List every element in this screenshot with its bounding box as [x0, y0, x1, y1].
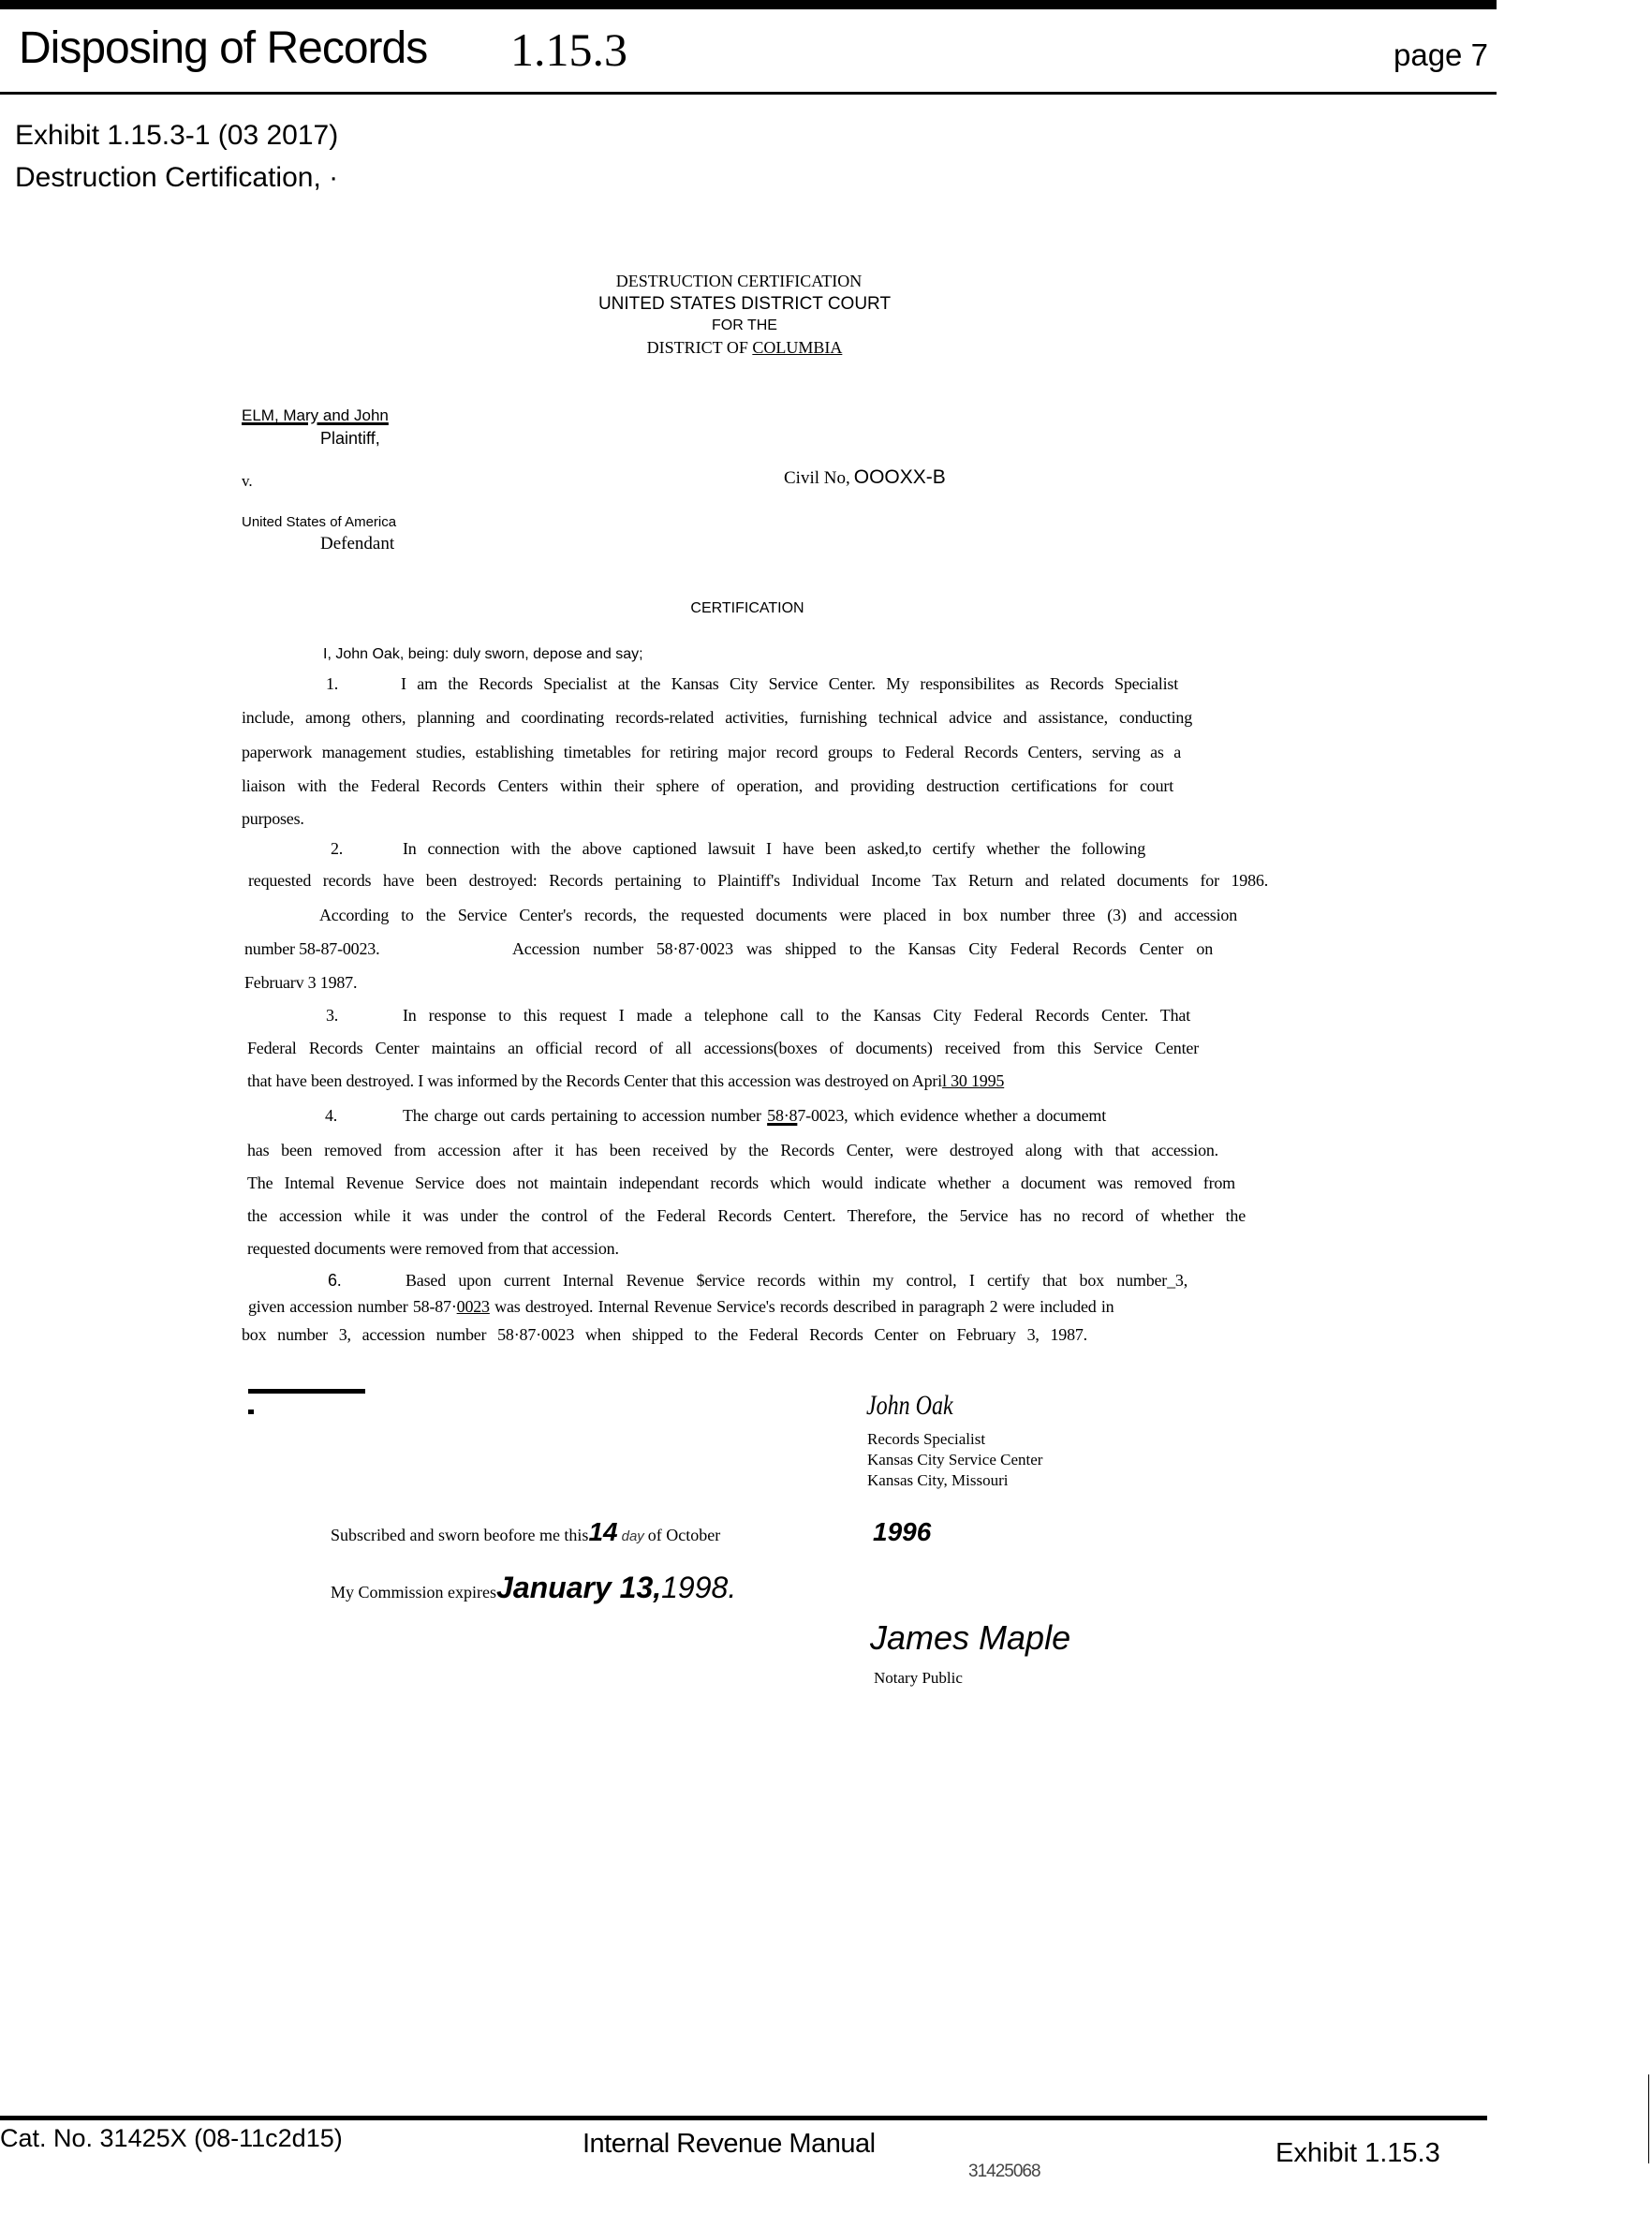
subscribed-year: 1996: [873, 1517, 932, 1546]
p4-line1-a: The charge out cards pertaining to accession number: [403, 1106, 768, 1125]
top-rule: [0, 0, 1497, 9]
p6-number: 6.: [328, 1271, 342, 1290]
civil-label: Civil No,: [784, 468, 850, 488]
certification-heading: CERTIFICATION: [690, 600, 804, 616]
signature-mark: [248, 1410, 254, 1414]
intro-line: I, John Oak, being: duly sworn, depose and say;: [323, 646, 643, 662]
p6-accession-underlined: 0023: [456, 1297, 490, 1316]
commission-date: January 13,: [496, 1571, 662, 1604]
p6-line2: [248, 1296, 1114, 1317]
p3-line1: In response to this request I made a telephone call to the Kansas City Federal Records Center. That: [403, 1006, 1190, 1025]
commission-line: [331, 1571, 736, 1605]
p3-line3-text: that have been destroyed. I was informed by the Records Center that this accession was destroyed on Apri: [247, 1071, 942, 1090]
defendant-label: Defendant: [320, 534, 395, 554]
manual-name: Internal Revenue Manual: [583, 2129, 876, 2159]
defendant-name: United States of America: [242, 514, 397, 530]
subscribed-line: [331, 1517, 720, 1547]
p3-line2: Federal Records Center maintains an official record of all accessions(boxes of documents) received from this Service Center: [247, 1039, 1199, 1057]
signer-signature: John Oak: [866, 1390, 953, 1421]
subscribed-day: 14: [588, 1517, 618, 1546]
commission-year: 1998.: [661, 1571, 737, 1604]
p1-number: 1.: [326, 674, 339, 693]
for-the: FOR THE: [712, 317, 777, 333]
p2-line1: In connection with the above captioned lawsuit I have been asked,to certify whether the following: [403, 839, 1145, 858]
subscribed-text: Subscribed and sworn beofore me this: [331, 1526, 589, 1544]
versus: v.: [242, 472, 253, 490]
district-name: COLUMBIA: [752, 338, 843, 357]
exhibit-title: Destruction Certification, ·: [15, 162, 339, 193]
p3-number: 3.: [326, 1006, 339, 1025]
court-name: UNITED STATES DISTRICT COURT: [597, 294, 892, 314]
p1-line5: purposes.: [242, 809, 304, 828]
p2-number: 2.: [331, 839, 344, 858]
plaintiff-name: ELM, Mary and John: [242, 406, 389, 424]
p4-line5: requested documents were removed from that accession.: [247, 1239, 619, 1258]
signer-office: Kansas City Service Center: [867, 1451, 1043, 1469]
notary-signature: James Maple: [870, 1618, 1071, 1657]
page-title: Disposing of Records: [19, 23, 428, 73]
p6-line2-c: was destroyed. Internal Revenue Service's records described in paragraph 2 were included in: [489, 1297, 1114, 1316]
subscribed-month: of October: [647, 1526, 721, 1544]
catalog-number: Cat. No. 31425X (08-11c2d15): [0, 2124, 343, 2152]
district: [0, 338, 1489, 358]
p4-line2: has been removed from accession after it has been received by the Records Center, were destroyed along with that accession.: [247, 1141, 1218, 1159]
day-word: day: [621, 1528, 644, 1544]
p4-line1-c: 7-0023, which evidence whether a documemt: [797, 1106, 1107, 1125]
civil-number: OOOXX-B: [853, 466, 946, 488]
p2-line3: According to the Service Center's records, the requested documents were placed in box number three (3) and accession: [319, 906, 1237, 924]
district-prefix: DISTRICT OF: [646, 338, 753, 357]
p6-line2-a: given accession number 58-87·: [248, 1297, 457, 1316]
doc-title: DESTRUCTION CERTIFICATION: [615, 272, 863, 290]
header-rule: [0, 92, 1497, 95]
p4-line4: the accession while it was under the control of the Federal Records Centert. Therefore, the 5ervice has no record of whether the: [247, 1206, 1246, 1225]
manual-code: 31425068: [968, 2162, 1040, 2181]
p1-line1: I am the Records Specialist at the Kansas City Service Center. My responsibilites as Records Specialist: [401, 674, 1178, 693]
section-number: 1.15.3: [510, 23, 627, 76]
p4-line1: [403, 1105, 1106, 1126]
p6-line1: Based upon current Internal Revenue $ervice records within my control, I certify that box number_3,: [406, 1271, 1187, 1290]
p3-line3: [247, 1070, 1173, 1091]
p1-line3: paperwork management studies, establishing timetables for retiring major record groups to Federal Records Centers, serving as a: [242, 743, 1181, 761]
signature-line: [248, 1389, 365, 1394]
p2-line5: Februarv 3 1987.: [244, 973, 358, 992]
plaintiff-label: Plaintiff,: [320, 429, 380, 448]
notary-title: Notary Public: [874, 1669, 963, 1687]
footer-rule: [0, 2116, 1487, 2120]
exhibit-number: Exhibit 1.15.3-1 (03 2017): [15, 120, 339, 151]
right-edge-line: [1648, 2074, 1649, 2163]
page-number: page 7: [1394, 37, 1488, 72]
signer-title: Records Specialist: [867, 1430, 986, 1448]
p2-line2: requested records have been destroyed: Records pertaining to Plaintiff's Individual Income Tax Return and related documents for 1986.: [248, 871, 1268, 890]
p4-line3: The Intemal Revenue Service does not maintain independant records which would indicate whether a document was removed from: [247, 1173, 1235, 1192]
p2-line4b: Accession number 58·87·0023 was shipped to the Kansas City Federal Records Center on: [512, 939, 1213, 958]
p4-number: 4.: [325, 1106, 338, 1125]
p1-line2: include, among others, planning and coordinating records-related activities, furnishing technical advice and assistance, conducting: [242, 708, 1192, 727]
footer-exhibit: Exhibit 1.15.3: [1276, 2138, 1440, 2168]
signer-location: Kansas City, Missouri: [867, 1471, 1009, 1489]
p1-line4: liaison with the Federal Records Centers within their sphere of operation, and providing destruction certifications for court: [242, 776, 1173, 795]
civil-number-line: [784, 466, 946, 489]
p6-line3: box number 3, accession number 58·87·0023 when shipped to the Federal Records Center on February 3, 1987.: [242, 1325, 1087, 1344]
destroyed-date: l 30 1995: [942, 1071, 1005, 1090]
p2-line4a: number 58-87-0023.: [244, 939, 380, 958]
commission-label: My Commission expires: [331, 1583, 497, 1601]
p4-accession-underlined: 58·8: [767, 1106, 798, 1125]
